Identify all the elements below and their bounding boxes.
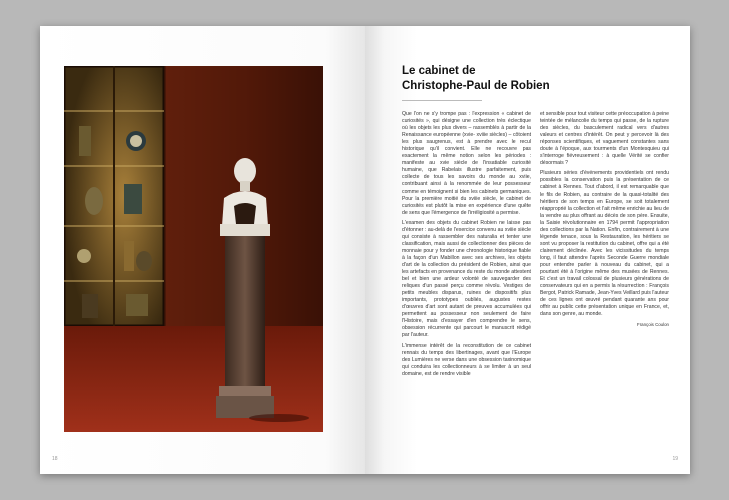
paragraph: et sensible pour tout visiteur cette préoccupation à peine teintée de mélancolie du temps qui passe, de la rupture des siècles, du basculement radical vers d'autres valeurs et centres d'intérêt. On peut y percevoir là des réponses scientifiques, et vaguement constantes sans doute à l'époque, aux tourments d'un Montesquieu qui s'interroge fiévreusement : à quelle Vérité se confier désormais ? [540,111,669,167]
paragraph: Plusieurs séries d'événements providentiels ont rendu possibles la conservation puis la présentation de ce cabinet à Rennes. Tout d'abord, il est remarquable que le fils de Robien, au contraire de la quasi-totalité des héritiers de son temps en Europe, se soit totalement réapproprié la collection et l'ait même enrichie au lieu de la vendre au plus offrant au décès de son père. Ensuite, la Saisie révolutionnaire en 1794 permit l'appropriation des collections par la Nation. Enfin, contrairement à une légende tenace, sous la Restauration, les héritiers se sont vu proposer la restitution du cabinet, offre qui a été clairement déclinée. Avec les vicissitudes du temps long, il faut attendre l'après Seconde Guerre mondiale pour entendre parler à nouveau du cabinet, qui a pourtant été à l'origine même des musées de Rennes. Et c'est un travail colossal de plusieurs générations de conservateurs qui en a permis la résurrection : François Bergot, Patrick Ramade, Jean-Yves Veillard puis l'auteur de ces lignes ont œuvré pendant quarante ans pour offrir au public cette présentation unique en France, et, dans son genre, au monde. [540,170,669,318]
page-number-right: 19 [672,456,678,462]
title-line-2: Christophe-Paul de Robien [402,80,550,92]
text-column-1 [402,111,531,381]
text-column-2 [540,111,669,328]
title-divider [402,100,482,101]
author-signature: François Coulon [637,322,669,328]
paragraph: L'examen des objets du cabinet Robien ne laisse pas d'étonner : au-delà de l'exercice convenu au xviiie siècle qui consiste à rassembler des naturalia et tenter une classification, mais aussi de collectionner des pièces de monnaie pour y fonder une chronologie historique fiable à la façon d'un Mabillon avec ses archives, les objets d'art de la collection du président de Robien, ainsi que les artefacts en provenance du reste du monde attestent bel et bien une ardeur volonté de sauvegarder des reliques d'un passé perçu comme révolu. Vestiges de petits meubles disparus, ruines de dispositifs plus importants, prototypes oubliés, augustes restes d'œuvres d'art sont autant de preuves accumulées qui permettent au possesseur non seulement de faire l'Histoire, mais d'essayer d'en comprendre le sens, obsession récurrente qui parcourt le manuscrit rédigé par l'auteur. [402,219,531,339]
page-number-left: 18 [52,456,58,462]
book-spread [40,26,690,474]
cabinet-photo [64,66,323,432]
right-page [365,26,690,474]
left-page [40,26,365,474]
paragraph: L'immense intérêt de la reconstitution de ce cabinet rennais du temps des libertinages, avant que l'Europe des Lumières ne verse dans une obsession taxinomique qui conduira les collectionneurs à se limiter à un seul domaine, est de rendre visible [402,342,531,377]
title-line-1: Le cabinet de [402,65,476,77]
paragraph: Que l'on ne s'y trompe pas : l'expression « cabinet de curiosités », qui désigne une collection très éclectique où les objets les plus divers – rassemblés à partir de la Renaissance européenne (xvie- xviiie siècles) – côtoient les plus saugrenus, est à prendre avec le recul historique qu'il convient. Elle ne recouvre pas exactement la même notion selon les périodes : manifeste au xvie siècle de l'insatiable curiosité humaine, que Rabelais illustre parfaitement, puis collecte de tous les savoirs du monde au xviie, contribuant ainsi à la renommée de leur possesseur comme en témoignent si bien les cabinets germaniques. Pour la première moitié du xviiie siècle, le cabinet de curiosités est plutôt la mise en expérience d'une quête de sens que l'émergence de l'irréligiosité a permise. [402,111,531,216]
chapter-title [402,64,672,94]
